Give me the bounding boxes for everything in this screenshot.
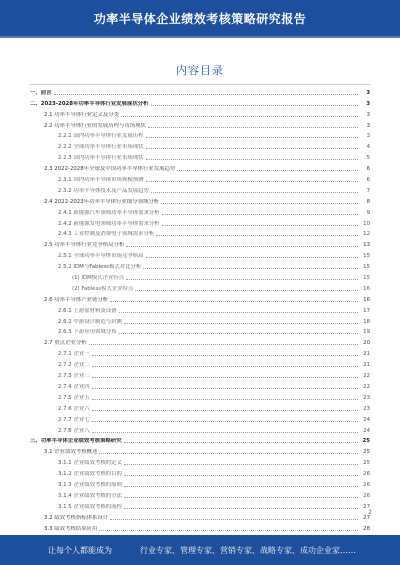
- toc-entry-page: 20: [363, 340, 370, 347]
- toc-entry-text: 2.6.1 上游原材料及设备: [58, 307, 117, 314]
- toc-entry-page: 21: [363, 362, 370, 369]
- toc-entry-text: 2.7.3 企业三: [58, 373, 90, 380]
- toc-entry-text: 一、前言: [30, 89, 52, 96]
- report-title: 功率半导体企业绩效考核策略研究报告: [93, 12, 307, 26]
- toc-leader-dots: [124, 442, 358, 443]
- toc-leader-dots: [99, 453, 358, 454]
- toc-entry-page: 23: [363, 394, 370, 401]
- toc-entry-page: 22: [363, 383, 370, 390]
- toc-leader-dots: [146, 148, 358, 149]
- toc-entry[interactable]: [30, 489, 370, 500]
- toc-entry-text: 2.2.2 全球功率半导体行业市场现状: [58, 144, 144, 151]
- toc-leader-dots: [124, 486, 358, 487]
- toc-entry-text: 三、功率半导体企业绩效考核策略研究: [30, 438, 122, 445]
- toc-entry-text: 2.6 功率半导体产业链分析: [44, 296, 109, 303]
- toc-entry[interactable]: [30, 195, 370, 206]
- toc-entry[interactable]: [30, 173, 370, 184]
- toc-entry-text: 2.1 功率半导体行业定义及分类: [44, 111, 119, 118]
- toc-leader-dots: [124, 464, 358, 465]
- toc-leader-dots: [121, 116, 358, 117]
- toc-entry-page: 25: [363, 449, 370, 456]
- toc-entry-page: 21: [363, 351, 370, 358]
- toc-leader-dots: [124, 323, 358, 324]
- toc-leader-dots: [124, 497, 358, 498]
- toc-entry[interactable]: [30, 217, 370, 228]
- toc-entry-text: 2.2.1 国内功率半导体行业发展历程: [58, 133, 144, 140]
- toc-entry-page: 18: [363, 318, 370, 325]
- toc-leader-dots: [146, 159, 358, 160]
- toc-leader-dots: [119, 333, 358, 334]
- toc-leader-dots: [110, 519, 358, 520]
- toc-entry[interactable]: [30, 336, 370, 347]
- toc-entry-text: 2.5 功率半导体行业竞争格局分析: [44, 242, 125, 249]
- toc-entry-page: 23: [363, 405, 370, 412]
- toc-entry-page: 5: [366, 155, 370, 162]
- toc-entry-page: 3: [366, 111, 370, 118]
- toc-entry-page: 28: [363, 525, 370, 532]
- toc-leader-dots: [177, 170, 358, 171]
- toc-entry[interactable]: [30, 402, 370, 413]
- toc-entry-page: 3: [366, 122, 370, 129]
- toc-leader-dots: [92, 410, 358, 411]
- toc-leader-dots: [92, 421, 358, 422]
- footer-slogan-left: 让每个人都能成为: [48, 546, 112, 555]
- toc-entry-text: 2.7.1 企业一: [58, 351, 90, 358]
- toc-entry[interactable]: [30, 184, 370, 195]
- toc-entry-text: 2.7.5 企业五: [58, 394, 90, 401]
- toc-entry[interactable]: [30, 315, 370, 326]
- page-number: 2: [368, 509, 372, 516]
- toc-entry-page: 3: [366, 100, 370, 107]
- toc-leader-dots: [126, 246, 358, 247]
- toc-entry-page: 24: [363, 416, 370, 423]
- report-footer: [0, 535, 400, 565]
- table-of-contents: [30, 86, 370, 533]
- toc-leader-dots: [92, 388, 358, 389]
- toc-entry[interactable]: [30, 249, 370, 260]
- toc-entry-page: 19: [363, 329, 370, 336]
- toc-entry-page: 6: [366, 166, 370, 173]
- toc-entry-page: 24: [363, 427, 370, 434]
- toc-leader-dots: [162, 214, 358, 215]
- toc-entry[interactable]: [30, 140, 370, 151]
- toc-entry[interactable]: [30, 130, 370, 141]
- toc-leader-dots: [156, 235, 358, 236]
- toc-entry-text: 2.4.1 新能源汽车领域功率半导体需求分析: [58, 209, 160, 216]
- toc-leader-dots: [151, 105, 359, 106]
- toc-leader-dots: [99, 530, 358, 531]
- toc-entry[interactable]: [30, 467, 370, 478]
- toc-entry[interactable]: [30, 86, 370, 97]
- toc-leader-dots: [92, 432, 358, 433]
- toc-leader-dots: [148, 127, 358, 128]
- toc-entry[interactable]: [30, 304, 370, 315]
- toc-entry[interactable]: [30, 478, 370, 489]
- toc-entry-text: 2.6.2 中游设计制造与封测: [58, 318, 122, 325]
- toc-entry-page: 27: [363, 503, 370, 510]
- toc-entry-page: 8: [366, 198, 370, 205]
- report-header: [0, 0, 400, 38]
- toc-entry[interactable]: [30, 380, 370, 391]
- toc-entry-page: 26: [363, 492, 370, 499]
- toc-leader-dots: [146, 257, 358, 258]
- toc-entry[interactable]: [30, 228, 370, 239]
- toc-leader-dots: [89, 344, 358, 345]
- toc-leader-dots: [124, 475, 358, 476]
- toc-leader-dots: [110, 301, 358, 302]
- toc-entry-page: 27: [363, 514, 370, 521]
- toc-entry[interactable]: [30, 424, 370, 435]
- toc-entry-text: 2.2.3 国内功率半导体行业市场现状: [58, 155, 144, 162]
- toc-entry-text: (2) Fabless模式企业特点: [72, 285, 134, 292]
- toc-entry[interactable]: [30, 369, 370, 380]
- toc-leader-dots: [119, 312, 358, 313]
- toc-entry[interactable]: [30, 282, 370, 293]
- toc-entry-page: 10: [363, 220, 370, 227]
- toc-entry-text: 2.7.2 企业二: [58, 362, 90, 369]
- toc-leader-dots: [162, 225, 358, 226]
- toc-entry-text: 2.2 功率半导体行业的发展历程与市场现状: [44, 122, 146, 129]
- toc-leader-dots: [92, 355, 358, 356]
- toc-entry[interactable]: [30, 97, 370, 108]
- toc-entry[interactable]: [30, 108, 370, 119]
- toc-entry-text: 2.4 2022-2023年功率半导体行业细分领域分析: [44, 198, 160, 205]
- toc-entry-text: 3.1.3 企业绩效考核的原则: [58, 481, 122, 488]
- toc-entry[interactable]: [30, 391, 370, 402]
- toc-entry-page: 17: [363, 307, 370, 314]
- toc-entry-page: 26: [363, 481, 370, 488]
- toc-entry[interactable]: [30, 522, 370, 533]
- toc-entry[interactable]: [30, 500, 370, 511]
- toc-entry-page: 16: [363, 285, 370, 292]
- toc-entry[interactable]: [30, 435, 370, 446]
- header-stripe: [0, 36, 400, 38]
- toc-entry-text: 2.5.2 IDM与Fabless模式对比分析: [58, 264, 142, 271]
- toc-entry-text: 2.7.8 企业八: [58, 427, 90, 434]
- toc-entry-page: 16: [363, 296, 370, 303]
- toc-entry-page: 15: [363, 253, 370, 260]
- toc-leader-dots: [126, 279, 358, 280]
- toc-leader-dots: [135, 290, 358, 291]
- toc-leader-dots: [143, 268, 358, 269]
- toc-entry-page: 12: [363, 231, 370, 238]
- toc-entry-text: 3.1.5 企业绩效考核的流程: [58, 503, 122, 510]
- toc-entry[interactable]: [30, 413, 370, 424]
- toc-entry[interactable]: [30, 260, 370, 271]
- toc-entry-text: 2.7.7 企业七: [58, 416, 90, 423]
- toc-entry[interactable]: [30, 326, 370, 337]
- toc-entry-text: 2.6.3 下游应用领域分布: [58, 329, 117, 336]
- toc-entry-text: 3.3 绩效考核结果应用: [44, 525, 98, 532]
- toc-entry-text: 2.3.2 功率半导体技术及产品发展趋势: [58, 187, 149, 194]
- toc-entry-page: 6: [366, 177, 370, 184]
- toc-entry-page: 13: [363, 242, 370, 249]
- toc-entry-text: 3.1.4 企业绩效考核的方法: [58, 492, 122, 499]
- toc-entry-page: 26: [363, 471, 370, 478]
- toc-entry-page: 4: [366, 144, 370, 151]
- toc-entry-page: 25: [362, 438, 370, 445]
- toc-entry[interactable]: [30, 206, 370, 217]
- toc-entry-text: 2.4.3 工业控制及消费电子领域需求分析: [58, 231, 155, 238]
- toc-entry[interactable]: [30, 358, 370, 369]
- toc-entry[interactable]: [30, 151, 370, 162]
- footer-slogan-right: 行业专家、管理专家、营销专家、战略专家、成功企业家……: [140, 546, 356, 555]
- toc-divider: [30, 84, 370, 85]
- toc-entry-text: 3.1 企业绩效考核概述: [44, 449, 98, 456]
- toc-leader-dots: [92, 399, 358, 400]
- toc-entry-text: 二、2023-2028年功率半导体行业发展现状分析: [30, 100, 149, 107]
- toc-entry-text: (1) IDM模式企业特点: [72, 275, 125, 282]
- toc-leader-dots: [92, 366, 358, 367]
- toc-entry-text: 3.2 绩效考核指标体系设计: [44, 514, 109, 521]
- toc-entry[interactable]: [30, 271, 370, 282]
- toc-entry-text: 2.3.1 国内功率半导体市场规模预测: [58, 177, 144, 184]
- toc-leader-dots: [92, 377, 358, 378]
- toc-entry-text: 2.3 2022-2028年全球及中国功率半导体行业发展趋势: [44, 166, 176, 173]
- toc-entry-text: 3.1.1 企业绩效考核的定义: [58, 460, 122, 467]
- toc-leader-dots: [151, 192, 358, 193]
- toc-entry-page: 22: [363, 373, 370, 380]
- toc-title: 内容目录: [176, 64, 224, 77]
- toc-entry[interactable]: [30, 347, 370, 358]
- toc-entry[interactable]: [30, 238, 370, 249]
- toc-entry-text: 3.1.2 企业绩效考核的目的: [58, 471, 122, 478]
- toc-leader-dots: [146, 181, 358, 182]
- toc-entry-page: 9: [366, 209, 370, 216]
- toc-entry-text: 2.4.2 新能源发电领域功率半导体需求分析: [58, 220, 160, 227]
- toc-entry[interactable]: [30, 293, 370, 304]
- toc-entry[interactable]: [30, 119, 370, 130]
- toc-entry-page: 25: [363, 460, 370, 467]
- toc-leader-dots: [124, 508, 358, 509]
- toc-entry[interactable]: [30, 445, 370, 456]
- toc-entry-page: 15: [363, 275, 370, 282]
- toc-entry[interactable]: [30, 162, 370, 173]
- toc-entry[interactable]: [30, 456, 370, 467]
- toc-leader-dots: [146, 137, 358, 138]
- toc-entry-page: 3: [366, 89, 370, 96]
- toc-entry-page: 3: [366, 133, 370, 140]
- toc-entry-text: 2.7.6 企业六: [58, 405, 90, 412]
- toc-entry-page: 15: [363, 264, 370, 271]
- toc-entry-text: 2.7.4 企业四: [58, 383, 90, 390]
- toc-entry[interactable]: [30, 511, 370, 522]
- toc-leader-dots: [161, 203, 358, 204]
- toc-entry-text: 2.5.1 全球功率半导体市场竞争格局: [58, 253, 144, 260]
- toc-leader-dots: [54, 94, 358, 95]
- toc-entry-text: 2.7 重点企业分析: [44, 340, 87, 347]
- toc-entry-page: 7: [366, 187, 370, 194]
